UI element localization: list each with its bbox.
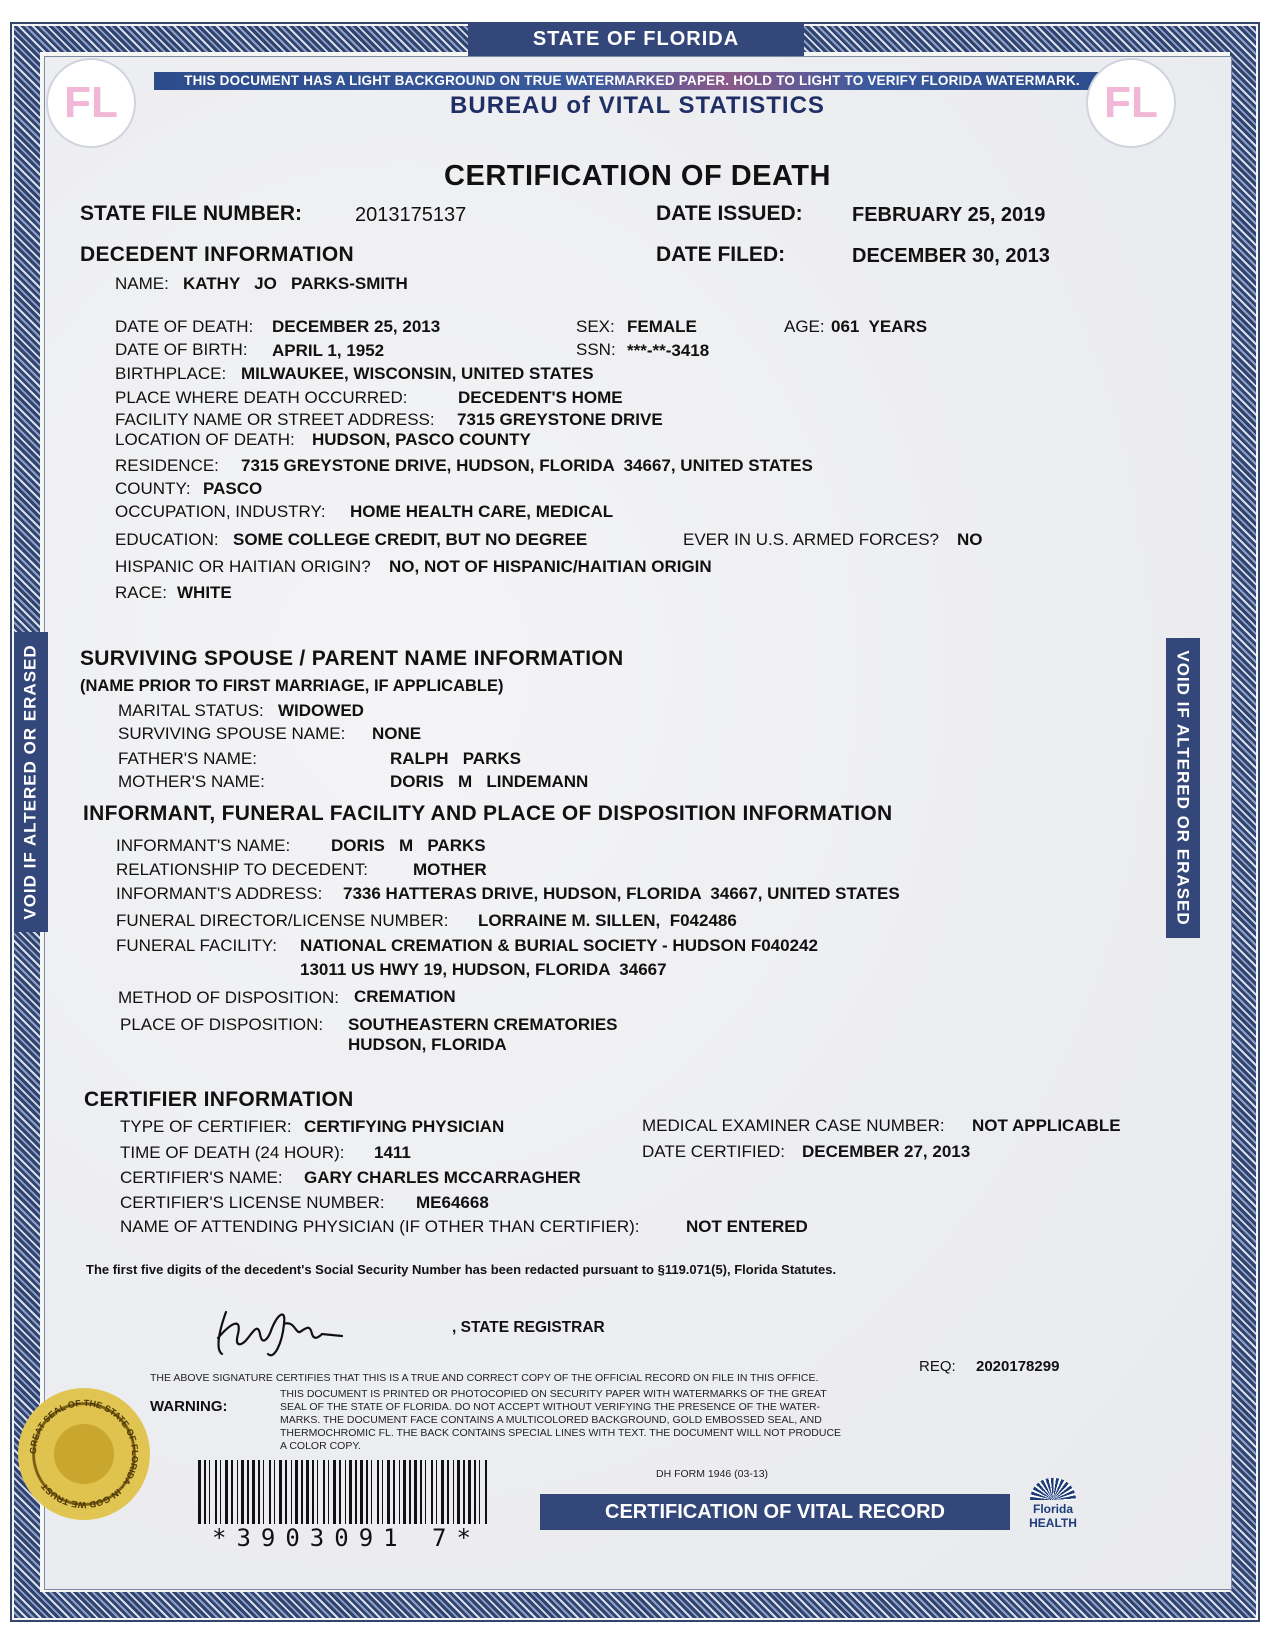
- date-certified-value: DECEMBER 27, 2013: [802, 1142, 971, 1161]
- spouse-subheading: (NAME PRIOR TO FIRST MARRIAGE, IF APPLICABLE): [80, 677, 504, 695]
- state-file-value: 2013175137: [355, 204, 467, 226]
- date-certified-label: DATE CERTIFIED:: [642, 1142, 785, 1161]
- father-label: FATHER'S NAME:: [118, 749, 257, 768]
- barcode-bar: [387, 1460, 390, 1524]
- barcode-bar: [328, 1460, 329, 1524]
- svg-text:GREAT SEAL OF THE STATE OF FLO: GREAT SEAL OF THE STATE OF FLORIDA · IN GOD WE TRUST: [27, 1397, 141, 1511]
- barcode-bar: [241, 1460, 244, 1524]
- barcode-bar: [279, 1460, 282, 1524]
- name-value: KATHY JO PARKS-SMITH: [183, 274, 408, 293]
- residence-label: RESIDENCE:: [115, 456, 219, 475]
- armed-label: EVER IN U.S. ARMED FORCES?: [683, 530, 939, 549]
- warning-line-1: THIS DOCUMENT IS PRINTED OR PHOTOCOPIED ON SECURITY PAPER WITH WATERMARKS OF THE GREAT: [280, 1388, 827, 1400]
- sex-value: FEMALE: [627, 317, 697, 336]
- barcode-bar: [269, 1460, 271, 1524]
- state-file-label: STATE FILE NUMBER:: [80, 202, 303, 225]
- barcode-bar: [291, 1460, 292, 1524]
- barcode-bar: [382, 1460, 383, 1524]
- informant-name-label: INFORMANT'S NAME:: [116, 836, 291, 855]
- barcode-bar: [295, 1460, 298, 1524]
- barcode-bar: [198, 1460, 201, 1524]
- race-label: RACE:: [115, 583, 167, 602]
- place-label: PLACE WHERE DEATH OCCURRED:: [115, 388, 408, 407]
- barcode-bar: [360, 1460, 363, 1524]
- birthplace-label: BIRTHPLACE:: [115, 364, 227, 383]
- warning-line-2: SEAL OF THE STATE OF FLORIDA. DO NOT ACCEPT WITHOUT VERIFYING THE PRESENCE OF THE WATER-: [280, 1401, 821, 1413]
- barcode-bar: [312, 1460, 314, 1524]
- barcode-bar: [377, 1460, 379, 1524]
- void-banner-right: VOID IF ALTERED OR ERASED: [1166, 638, 1200, 938]
- informant-address-value: 7336 HATTERAS DRIVE, HUDSON, FLORIDA 34667, UNITED STATES: [343, 884, 900, 903]
- barcode-bar: [345, 1460, 346, 1524]
- certifier-heading: CERTIFIER INFORMATION: [84, 1088, 354, 1111]
- barcode-bar: [371, 1460, 372, 1524]
- funeral-facility-label: FUNERAL FACILITY:: [116, 936, 277, 955]
- time-of-death-value: 1411: [374, 1143, 411, 1162]
- fl-badge-right: FL: [1086, 58, 1176, 148]
- barcode-bar: [393, 1460, 395, 1524]
- fl-badge-left: FL: [46, 58, 136, 148]
- barcode-bar: [204, 1460, 206, 1524]
- marital-label: MARITAL STATUS:: [118, 701, 264, 720]
- barcode-bar: [463, 1460, 465, 1524]
- barcode-bar: [215, 1460, 217, 1524]
- florida-health-logo: [1026, 1478, 1080, 1534]
- certifier-type-value: CERTIFYING PHYSICIAN: [304, 1117, 505, 1136]
- state-banner: STATE OF FLORIDA: [468, 22, 804, 56]
- dod-label: DATE OF DEATH:: [115, 317, 254, 336]
- method-value: CREMATION: [354, 987, 456, 1006]
- health-sun-icon: [1030, 1478, 1076, 1500]
- father-value: RALPH PARKS: [390, 749, 521, 768]
- bureau-title: BUREAU of VITAL STATISTICS: [450, 92, 825, 119]
- seal-text: [18, 1388, 150, 1520]
- location-value: HUDSON, PASCO COUNTY: [312, 430, 531, 449]
- barcode-bar: [355, 1460, 357, 1524]
- location-label: LOCATION OF DEATH:: [115, 430, 295, 449]
- decedent-heading: DECEDENT INFORMATION: [80, 243, 354, 266]
- health-logo-text: Florida HEALTH: [1029, 1502, 1077, 1530]
- occupation-value: HOME HEALTH CARE, MEDICAL: [350, 502, 614, 521]
- barcode-bar: [485, 1460, 487, 1524]
- void-banner-left: VOID IF ALTERED OR ERASED: [14, 632, 48, 932]
- req-value: 2020178299: [976, 1358, 1060, 1375]
- barcode-bar: [247, 1460, 249, 1524]
- dob-label: DATE OF BIRTH:: [115, 340, 248, 359]
- county-label: COUNTY:: [115, 479, 191, 498]
- barcode-bar: [453, 1460, 454, 1524]
- attending-value: NOT ENTERED: [686, 1217, 808, 1236]
- armed-value: NO: [957, 530, 983, 549]
- funeral-facility-line2: 13011 US HWY 19, HUDSON, FLORIDA 34667: [300, 960, 667, 979]
- marital-value: WIDOWED: [278, 701, 364, 720]
- barcode-bar: [274, 1460, 275, 1524]
- disposition-place-line1: SOUTHEASTERN CREMATORIES: [348, 1015, 618, 1034]
- certifier-name-label: CERTIFIER'S NAME:: [120, 1168, 283, 1187]
- name-label: NAME:: [115, 274, 169, 293]
- method-label: METHOD OF DISPOSITION:: [118, 988, 340, 1007]
- place-value: DECEDENT'S HOME: [458, 388, 623, 407]
- barcode-bar: [220, 1460, 221, 1524]
- barcode-bar: [317, 1460, 318, 1524]
- race-value: WHITE: [177, 583, 232, 602]
- disposition-place-label: PLACE OF DISPOSITION:: [120, 1015, 324, 1034]
- barcode-bar: [258, 1460, 260, 1524]
- barcode-bar: [403, 1460, 406, 1524]
- mother-label: MOTHER'S NAME:: [118, 772, 265, 791]
- education-value: SOME COLLEGE CREDIT, BUT NO DEGREE: [233, 530, 588, 549]
- barcode-bar: [474, 1460, 476, 1524]
- redaction-note: The first five digits of the decedent's Social Security Number has been redacted pursuant to §119.071(5), Florida Statutes.: [86, 1262, 837, 1277]
- barcode-bar: [323, 1460, 325, 1524]
- barcode-bar: [425, 1460, 426, 1524]
- time-of-death-label: TIME OF DEATH (24 HOUR):: [120, 1143, 345, 1162]
- barcode-bar: [479, 1460, 480, 1524]
- barcode-bar: [414, 1460, 417, 1524]
- warning-line-4: THERMOCHROMIC FL. THE BACK CONTAINS SPECIAL LINES WITH TEXT. THE DOCUMENT WILL NOT PRODUCE: [280, 1427, 842, 1439]
- certifies-text: THE ABOVE SIGNATURE CERTIFIES THAT THIS IS A TRUE AND CORRECT COPY OF THE OFFICIAL RECORD ON FILE IN THIS OFFICE.: [150, 1372, 819, 1384]
- barcode-bar: [457, 1460, 460, 1524]
- barcode-bar: [225, 1460, 228, 1524]
- barcode: [198, 1460, 492, 1524]
- mother-value: DORIS M LINDEMANN: [390, 772, 589, 791]
- barcode-bar: [339, 1460, 341, 1524]
- barcode-bar: [349, 1460, 352, 1524]
- barcode-bar: [237, 1460, 238, 1524]
- barcode-bar: [436, 1460, 437, 1524]
- barcode-bar: [285, 1460, 287, 1524]
- informant-address-label: INFORMANT'S ADDRESS:: [116, 884, 323, 903]
- warning-line-3: MARKS. THE DOCUMENT FACE CONTAINS A MULTICOLORED BACKGROUND, GOLD EMBOSSED SEAL, AND: [280, 1414, 822, 1426]
- relation-label: RELATIONSHIP TO DECEDENT:: [116, 860, 368, 879]
- certifier-license-value: ME64668: [416, 1193, 489, 1212]
- dod-value: DECEMBER 25, 2013: [272, 317, 441, 336]
- registrar-signature: [208, 1294, 348, 1366]
- disposition-place-line2: HUDSON, FLORIDA: [348, 1035, 507, 1054]
- state-registrar-label: , STATE REGISTRAR: [452, 1319, 605, 1336]
- hispanic-label: HISPANIC OR HAITIAN ORIGIN?: [115, 557, 371, 576]
- document-title: CERTIFICATION OF DEATH: [444, 160, 831, 192]
- occupation-label: OCCUPATION, INDUSTRY:: [115, 502, 326, 521]
- director-label: FUNERAL DIRECTOR/LICENSE NUMBER:: [116, 911, 449, 930]
- watermark-strip: THIS DOCUMENT HAS A LIGHT BACKGROUND ON TRUE WATERMARKED PAPER. HOLD TO LIGHT TO VERIFY FLORIDA WATERMARK.: [154, 72, 1110, 90]
- relation-value: MOTHER: [413, 860, 487, 879]
- barcode-bar: [468, 1460, 471, 1524]
- me-case-label: MEDICAL EXAMINER CASE NUMBER:: [642, 1116, 945, 1135]
- vital-record-banner: CERTIFICATION OF VITAL RECORD: [540, 1494, 1010, 1530]
- florida-seal: [18, 1388, 150, 1520]
- barcode-number: *3903091 7*: [212, 1524, 481, 1552]
- date-issued-value: FEBRUARY 25, 2019: [852, 204, 1046, 226]
- county-value: PASCO: [203, 479, 263, 498]
- barcode-bar: [209, 1460, 210, 1524]
- date-filed-label: DATE FILED:: [656, 243, 786, 266]
- spouse-name-value: NONE: [372, 724, 422, 743]
- date-issued-label: DATE ISSUED:: [656, 202, 803, 225]
- barcode-bar: [399, 1460, 400, 1524]
- certifier-name-value: GARY CHARLES MCCARRAGHER: [304, 1168, 581, 1187]
- barcode-bar: [231, 1460, 233, 1524]
- certifier-license-label: CERTIFIER'S LICENSE NUMBER:: [120, 1193, 385, 1212]
- barcode-bar: [252, 1460, 255, 1524]
- barcode-bar: [441, 1460, 444, 1524]
- me-case-value: NOT APPLICABLE: [972, 1116, 1121, 1135]
- certifier-type-label: TYPE OF CERTIFIER:: [120, 1117, 292, 1136]
- attending-label: NAME OF ATTENDING PHYSICIAN (IF OTHER THAN CERTIFIER):: [120, 1217, 640, 1236]
- education-label: EDUCATION:: [115, 530, 219, 549]
- director-value: LORRAINE M. SILLEN, F042486: [478, 911, 737, 930]
- residence-value: 7315 GREYSTONE DRIVE, HUDSON, FLORIDA 34667, UNITED STATES: [241, 456, 813, 475]
- barcode-bar: [333, 1460, 336, 1524]
- age-label: AGE:: [784, 317, 825, 336]
- form-number: DH FORM 1946 (03-13): [656, 1468, 769, 1480]
- spouse-name-label: SURVIVING SPOUSE NAME:: [118, 724, 346, 743]
- informant-name-value: DORIS M PARKS: [331, 836, 486, 855]
- barcode-bar: [366, 1460, 368, 1524]
- spouse-heading: SURVIVING SPOUSE / PARENT NAME INFORMATION: [80, 647, 624, 670]
- age-value: 061 YEARS: [831, 317, 928, 336]
- barcode-bar: [409, 1460, 411, 1524]
- barcode-bar: [301, 1460, 303, 1524]
- sex-label: SEX:: [576, 317, 615, 336]
- funeral-facility-line1: NATIONAL CREMATION & BURIAL SOCIETY - HUDSON F040242: [300, 936, 818, 955]
- req-label: REQ:: [919, 1358, 956, 1375]
- warning-label: WARNING:: [150, 1398, 228, 1415]
- barcode-bar: [306, 1460, 309, 1524]
- facility-value: 7315 GREYSTONE DRIVE: [457, 410, 663, 429]
- ssn-label: SSN:: [576, 340, 616, 359]
- ssn-value: ***-**-3418: [627, 341, 710, 360]
- informant-heading: INFORMANT, FUNERAL FACILITY AND PLACE OF DISPOSITION INFORMATION: [83, 802, 893, 825]
- barcode-bar: [431, 1460, 433, 1524]
- barcode-bar: [447, 1460, 449, 1524]
- barcode-bar: [420, 1460, 422, 1524]
- facility-label: FACILITY NAME OR STREET ADDRESS:: [115, 410, 435, 429]
- barcode-bar: [263, 1460, 264, 1524]
- birthplace-value: MILWAUKEE, WISCONSIN, UNITED STATES: [241, 364, 594, 383]
- warning-line-5: A COLOR COPY.: [280, 1440, 361, 1452]
- date-filed-value: DECEMBER 30, 2013: [852, 245, 1050, 267]
- hispanic-value: NO, NOT OF HISPANIC/HAITIAN ORIGIN: [389, 557, 712, 576]
- dob-value: APRIL 1, 1952: [272, 341, 385, 360]
